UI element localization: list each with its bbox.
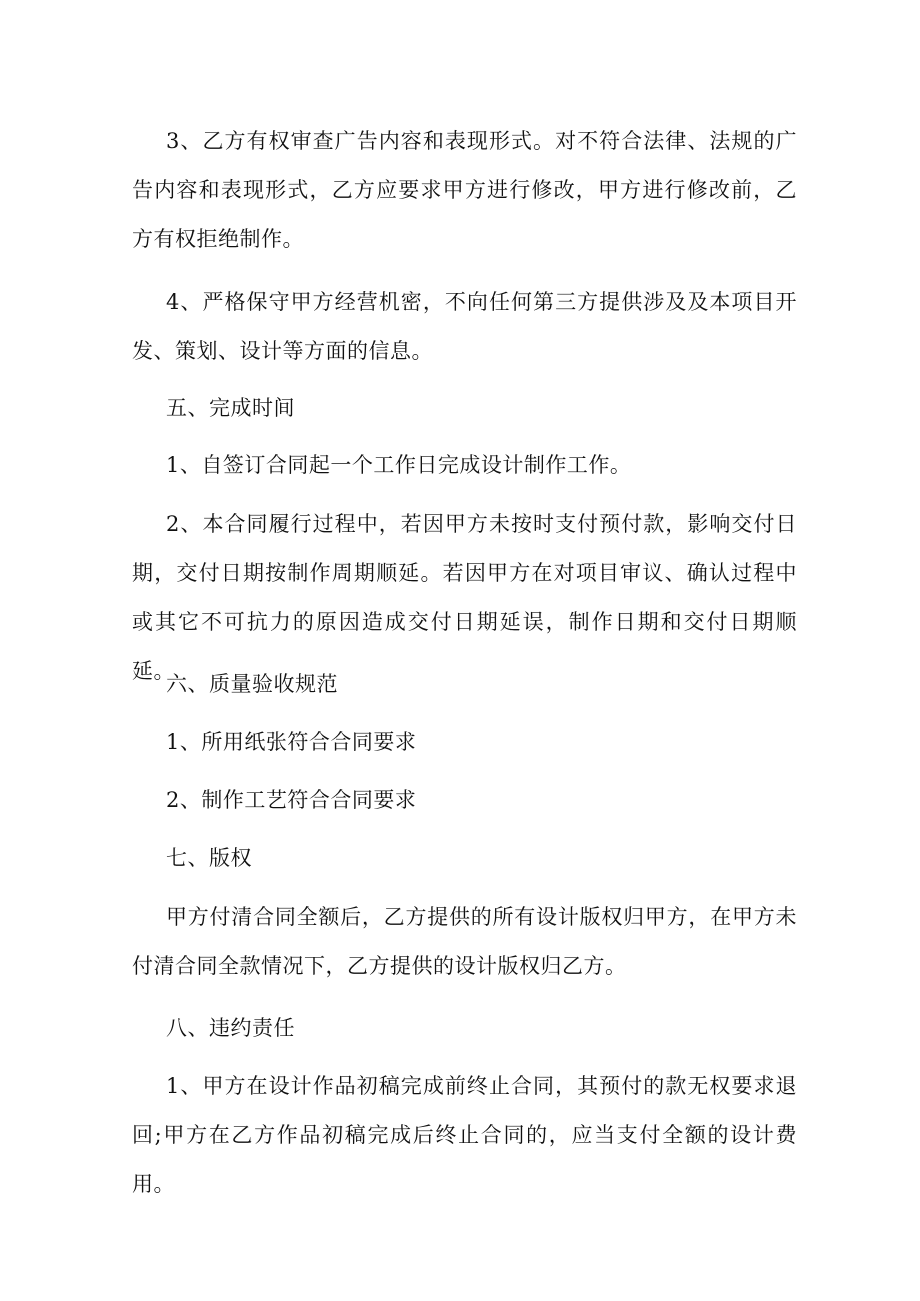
completion-clause-2: 2、本合同履行过程中，若因甲方未按时支付预付款，影响交付日期，交付日期按制作周期顺延。若因甲方在对项目审议、确认过程中或其它不可抗力的原因造成交付日期延误，制作日期和交付日期顺延。 [132, 512, 797, 683]
quality-clause-2: 2、制作工艺符合合同要求 [166, 788, 417, 812]
liability-clause-1: 1、甲方在设计作品初稿完成前终止合同，其预付的款无权要求退回;甲方在乙方作品初稿完成后终止合同的，应当支付全额的设计费用。 [132, 1074, 797, 1196]
quality-clause-1: 1、所用纸张符合合同要求 [166, 730, 417, 754]
section-heading-completion-time: 五、完成时间 [166, 396, 295, 420]
copyright-clause: 甲方付清合同全额后，乙方提供的所有设计版权归甲方，在甲方未付清合同全款情况下，乙方提供的设计版权归乙方。 [132, 905, 797, 978]
section-heading-liability: 八、违约责任 [166, 1016, 295, 1040]
section-heading-quality-acceptance: 六、质量验收规范 [166, 672, 338, 696]
section-heading-copyright: 七、版权 [166, 846, 252, 870]
clause-4-confidentiality: 4、严格保守甲方经营机密，不向任何第三方提供涉及及本项目开发、策划、设计等方面的信息。 [132, 290, 797, 363]
clause-3-review-rights: 3、乙方有权审查广告内容和表现形式。对不符合法律、法规的广告内容和表现形式，乙方应要求甲方进行修改，甲方进行修改前，乙方有权拒绝制作。 [132, 129, 797, 251]
completion-clause-1: 1、自签订合同起一个工作日完成设计制作工作。 [166, 453, 632, 477]
